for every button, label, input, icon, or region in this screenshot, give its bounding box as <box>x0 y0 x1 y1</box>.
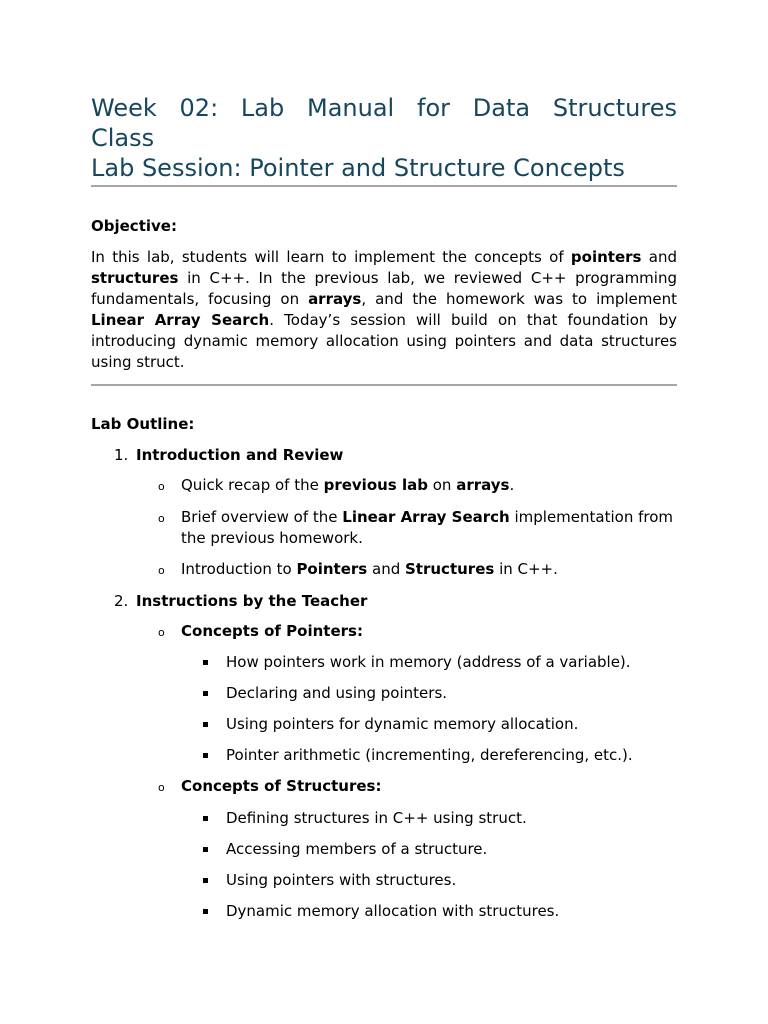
circle-bullet-icon: o <box>158 564 165 577</box>
list-item-text: Defining structures in C++ using struct. <box>226 809 527 827</box>
list-item-bold: arrays <box>456 476 510 494</box>
list-item <box>181 901 677 922</box>
list-item-text: and <box>367 560 405 578</box>
circle-bullet-icon: o <box>158 626 165 639</box>
outline-item-label: Instructions by the Teacher <box>136 592 368 610</box>
list-item-text: on <box>427 476 457 494</box>
list-item-text: implementation from the previous homework. <box>181 508 674 547</box>
instructions-sublist <box>136 621 677 922</box>
outline-item-number: 2. <box>114 592 129 610</box>
list-item <box>136 475 677 496</box>
list-item-text: How pointers work in memory (address of a variable). <box>226 653 631 671</box>
list-item-text: Introduction to <box>181 560 297 578</box>
pointers-concepts-label: Concepts of Pointers: <box>181 622 363 640</box>
list-item-text: Declaring and using pointers. <box>226 684 448 702</box>
structures-concepts-list <box>181 808 677 922</box>
list-item-structures <box>136 776 677 922</box>
list-item-text: . <box>509 476 515 494</box>
title-line-1: Week 02: Lab Manual for Data Structures <box>91 94 677 122</box>
list-item-text: Dynamic memory allocation with structures. <box>226 902 560 920</box>
objective-text-4: , and the homework was to implement <box>361 290 677 308</box>
square-bullet-icon <box>203 691 208 696</box>
square-bullet-icon <box>203 816 208 821</box>
outline-item-introduction <box>91 446 677 580</box>
list-item <box>181 839 677 860</box>
objective-bold-pointers: pointers <box>570 248 642 266</box>
circle-bullet-icon: o <box>158 480 165 493</box>
pointers-concepts-list <box>181 652 677 766</box>
list-item <box>181 714 677 735</box>
list-item-text: Using pointers for dynamic memory allocation. <box>226 715 579 733</box>
title-line-3: Lab Session: Pointer and Structure Concepts <box>91 154 625 182</box>
objective-heading: Objective: <box>91 217 177 235</box>
document-title <box>91 93 677 183</box>
list-item-text: Quick recap of the <box>181 476 324 494</box>
outline-item-label: Introduction and Review <box>136 446 344 464</box>
list-item <box>136 559 677 580</box>
square-bullet-icon <box>203 878 208 883</box>
list-item-bold: Structures <box>405 560 495 578</box>
objective-bold-linear-search: Linear Array Search <box>91 311 270 329</box>
square-bullet-icon <box>203 753 208 758</box>
objective-divider <box>91 384 677 386</box>
title-line-2: Class <box>91 124 155 152</box>
introduction-sublist <box>136 475 677 580</box>
objective-text-3: in C++. In the previous lab, we reviewed C++ programming fundamentals, focusing on <box>91 269 677 308</box>
list-item-text: Brief overview of the <box>181 508 343 526</box>
list-item-bold: Linear Array Search <box>342 508 510 526</box>
list-item-text: Accessing members of a structure. <box>226 840 488 858</box>
square-bullet-icon <box>203 660 208 665</box>
square-bullet-icon <box>203 847 208 852</box>
list-item <box>181 652 677 673</box>
list-item <box>136 507 677 549</box>
list-item <box>181 870 677 891</box>
structures-concepts-label: Concepts of Structures: <box>181 777 382 795</box>
objective-bold-structures: structures <box>91 269 179 287</box>
square-bullet-icon <box>203 722 208 727</box>
square-bullet-icon <box>203 909 208 914</box>
title-divider <box>91 185 677 187</box>
circle-bullet-icon: o <box>158 512 165 525</box>
objective-bold-arrays: arrays <box>308 290 362 308</box>
lab-outline-list <box>91 446 677 922</box>
list-item-text: Using pointers with structures. <box>226 871 457 889</box>
list-item <box>181 683 677 704</box>
list-item-bold: previous lab <box>323 476 428 494</box>
list-item-pointers <box>136 621 677 766</box>
list-item <box>181 745 677 766</box>
list-item-text: Pointer arithmetic (incrementing, dereferencing, etc.). <box>226 746 633 764</box>
objective-text-1: In this lab, students will learn to implement the concepts of <box>91 248 571 266</box>
list-item <box>181 808 677 829</box>
objective-paragraph <box>91 247 677 373</box>
document-page <box>91 93 677 922</box>
outline-item-number: 1. <box>114 446 129 464</box>
list-item-text: in C++. <box>494 560 558 578</box>
list-item-bold: Pointers <box>296 560 368 578</box>
objective-text-2: and <box>641 248 677 266</box>
lab-outline-heading: Lab Outline: <box>91 415 195 433</box>
circle-bullet-icon: o <box>158 781 165 794</box>
objective-text-5: . Today’s session will build on that foundation by introducing dynamic memory allocation using pointers and data structures using struct. <box>91 311 677 371</box>
outline-item-instructions <box>91 592 677 922</box>
